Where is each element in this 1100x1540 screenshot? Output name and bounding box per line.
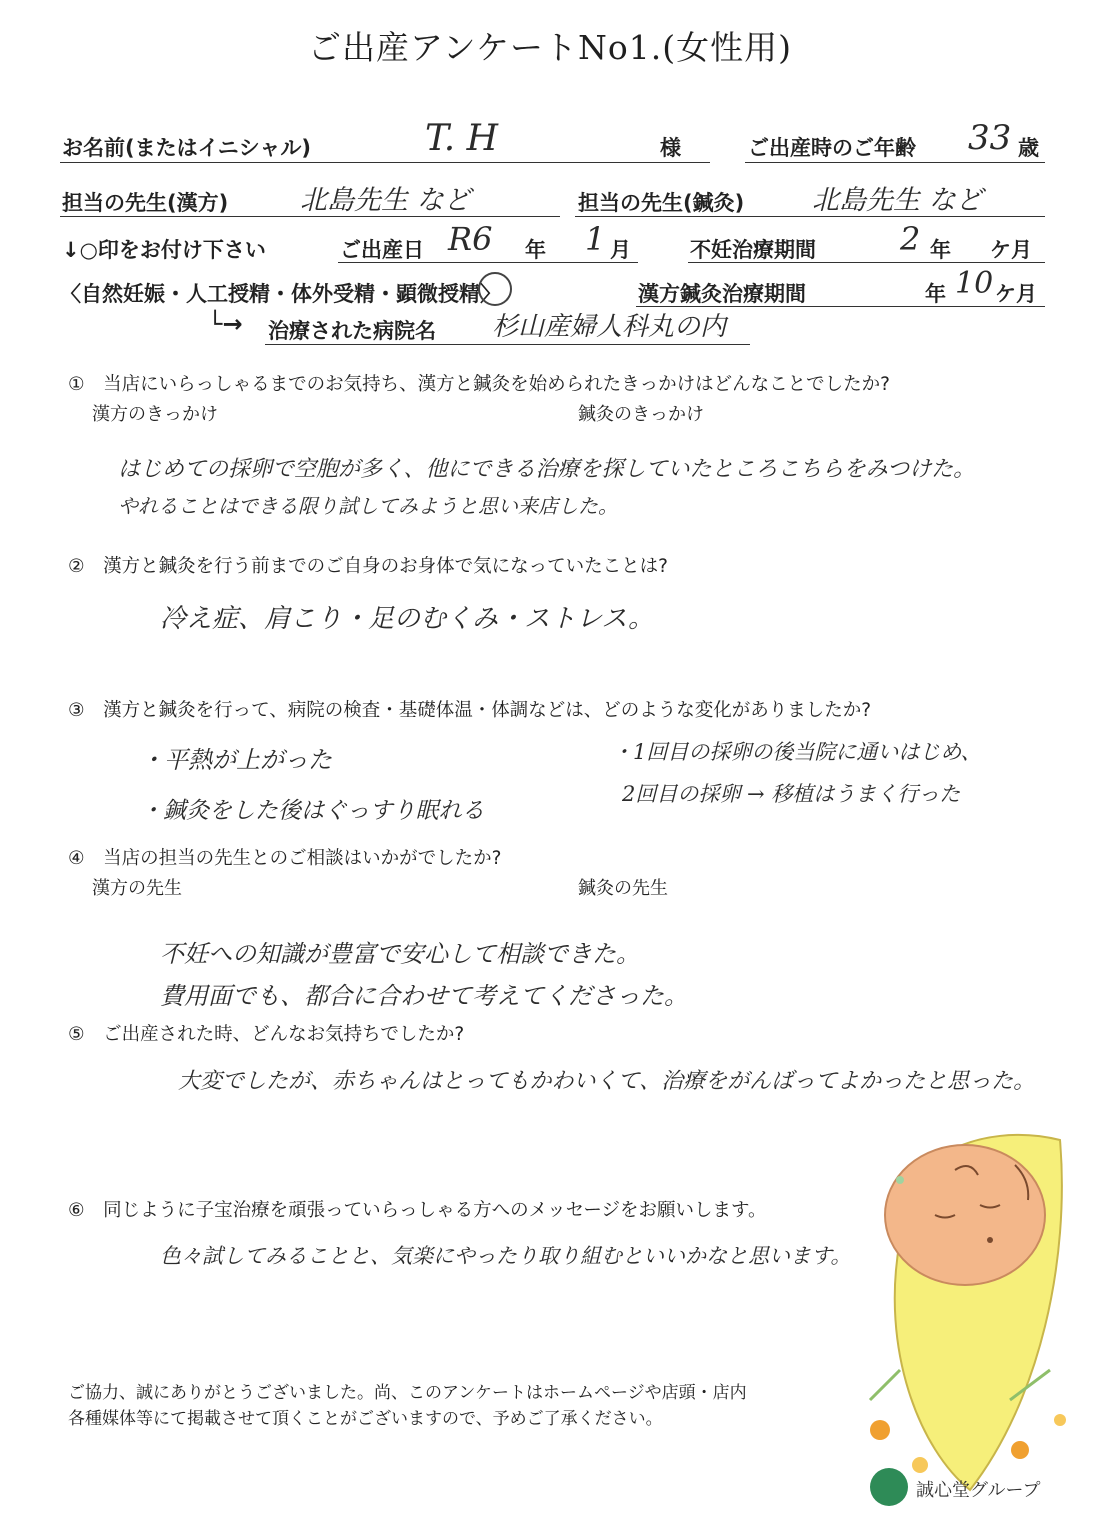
q1-acu-subheading: 鍼灸のきっかけ: [578, 404, 704, 425]
hospital-value: 杉山産婦人科丸の内: [492, 312, 727, 342]
q1-answer-line2: やれることはできる限り試してみようと思い来店した。: [118, 494, 618, 518]
kampo-teacher-value: 北島先生 など: [300, 185, 471, 216]
age-unit: 歳: [1018, 136, 1039, 160]
birth-year-unit: 年: [525, 238, 546, 262]
q6-answer: 色々試してみることと、気楽にやったり取り組むといいかなと思います。: [160, 1244, 852, 1268]
q3-answer-right1: ・1回目の採卵の後当院に通いはじめ、: [612, 740, 982, 764]
kampo-teacher-underline: [60, 216, 560, 217]
birth-month-unit: 月: [610, 238, 631, 262]
acu-teacher-value: 北島先生 など: [812, 185, 983, 216]
infertility-years-value: 2: [900, 220, 921, 258]
kampo-period-label: 漢方鍼灸治療期間: [638, 282, 806, 306]
question-5: ⑤ ご出産された時、どんなお気持ちでしたか?: [68, 1024, 465, 1045]
q1-answer-line1: はじめての採卵で空胞が多く、他にできる治療を探していたところこちらをみつけた。: [118, 457, 976, 482]
infertility-period-label: 不妊治療期間: [690, 238, 816, 262]
infertility-underline: [688, 262, 1045, 263]
q4-answer-line2: 費用面でも、都合に合わせて考えてくださった。: [160, 982, 688, 1010]
question-3: ③ 漢方と鍼灸を行って、病院の検査・基礎体温・体調などは、どのような変化がありましたか?: [68, 700, 872, 721]
q3-answer-right2: 2回目の採卵 → 移植はうまく行った: [622, 782, 961, 806]
hospital-underline: [265, 344, 750, 345]
name-suffix: 様: [660, 136, 681, 160]
kampo-month-unit: ケ月: [995, 282, 1037, 306]
selected-option-circle: [478, 272, 512, 306]
q4-acu-subheading: 鍼灸の先生: [578, 878, 668, 899]
kampo-year-unit: 年: [925, 282, 946, 306]
footer-line1: ご協力、誠にありがとうございました。尚、このアンケートはホームページや店頭・店内: [68, 1383, 747, 1403]
baby-illustration: [860, 1120, 1090, 1510]
birth-month-value: 1: [585, 220, 606, 258]
name-label: お名前(またはイニシャル): [62, 136, 311, 160]
pregnancy-options: 〈自然妊娠・人工授精・体外受精・顕微授精〉: [60, 282, 501, 306]
q3-answer-left2: ・鍼灸をした後はぐっすり眠れる: [140, 798, 485, 824]
age-underline: [745, 162, 1045, 163]
page-title: ご出産アンケートNo1.(女性用): [308, 28, 792, 67]
name-underline: [60, 162, 710, 163]
seishindo-logo-icon: [870, 1468, 908, 1506]
birth-year-value: R6: [448, 220, 493, 258]
question-6: ⑥ 同じように子宝治療を頑張っていらっしゃる方へのメッセージをお願いします。: [68, 1200, 767, 1221]
question-2: ② 漢方と鍼灸を行う前までのご自身のお身体で気になっていたことは?: [68, 556, 668, 577]
q5-answer: 大変でしたが、赤ちゃんはとってもかわいくて、治療をがんばってよかったと思った。: [178, 1069, 1036, 1094]
infertility-year-unit: 年: [930, 238, 951, 262]
question-4: ④ 当店の担当の先生とのご相談はいかがでしたか?: [68, 848, 502, 869]
q4-answer-line1: 不妊への知識が豊富で安心して相談できた。: [160, 940, 640, 968]
footer-line2: 各種媒体等にて掲載させて頂くことがございますので、予めご了承ください。: [68, 1409, 663, 1429]
hospital-label: 治療された病院名: [268, 319, 436, 343]
q4-kampo-subheading: 漢方の先生: [92, 878, 182, 899]
birth-date-label: ご出産日: [340, 238, 424, 262]
age-value: 33: [968, 118, 1012, 158]
kampo-teacher-label: 担当の先生(漢方): [62, 191, 229, 215]
baby-face: [885, 1145, 1045, 1285]
name-value: T. H: [425, 118, 499, 159]
q3-answer-left1: ・平熱が上がった: [140, 746, 332, 774]
birth-date-underline: [338, 262, 638, 263]
infertility-month-unit: ケ月: [990, 238, 1032, 262]
kampo-months-value: 10: [955, 266, 994, 301]
acu-teacher-label: 担当の先生(鍼灸): [578, 191, 745, 215]
hospital-arrow: └→: [208, 310, 243, 338]
question-1: ① 当店にいらっしゃるまでのお気持ち、漢方と鍼灸を始められたきっかけはどんなことでしたか?: [68, 374, 890, 395]
group-name: 誠心堂グループ: [916, 1480, 1041, 1501]
q1-kampo-subheading: 漢方のきっかけ: [92, 404, 218, 425]
circle-instruction: ↓○印をお付け下さい: [62, 238, 266, 262]
q2-answer: 冷え症、肩こり・足のむくみ・ストレス。: [160, 604, 655, 634]
acu-teacher-underline: [575, 216, 1045, 217]
age-label: ご出産時のご年齢: [748, 136, 916, 160]
